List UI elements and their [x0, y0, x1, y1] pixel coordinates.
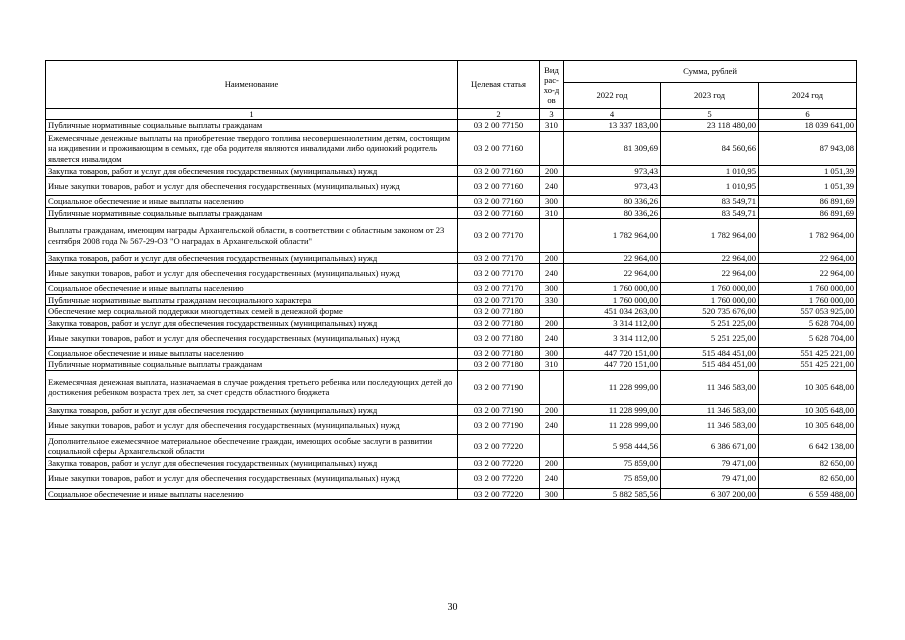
- row-sum-2024: 10 305 648,00: [759, 404, 857, 415]
- row-name: Выплаты гражданам, имеющим награды Архангельской области, в соответствии с областным законом от 23 сентября 2008 года № 567-29-ОЗ "О наградах в Архангельской области": [46, 219, 458, 253]
- row-sum-2022: 80 336,26: [564, 196, 661, 207]
- row-sum-2023: 1 010,95: [661, 177, 759, 196]
- header-year-2023: 2023 год: [661, 83, 759, 109]
- row-sum-2022: 5 882 585,56: [564, 488, 661, 499]
- row-sum-2023: 79 471,00: [661, 458, 759, 469]
- row-sum-2022: 11 228 999,00: [564, 404, 661, 415]
- row-sum-2023: 1 760 000,00: [661, 283, 759, 294]
- row-sum-2024: 87 943,08: [759, 131, 857, 165]
- row-sum-2022: 22 964,00: [564, 264, 661, 283]
- row-sum-2024: 10 305 648,00: [759, 416, 857, 435]
- row-sum-2023: 6 386 671,00: [661, 435, 759, 458]
- table-row: [46, 165, 857, 176]
- row-expense-type: 240: [540, 177, 564, 196]
- row-name: Закупка товаров, работ и услуг для обеспечения государственных (муниципальных) нужд: [46, 458, 458, 469]
- table-row: [46, 283, 857, 294]
- row-expense-type: 300: [540, 196, 564, 207]
- row-sum-2023: 5 251 225,00: [661, 317, 759, 328]
- row-sum-2024: 82 650,00: [759, 469, 857, 488]
- row-sum-2022: 3 314 112,00: [564, 317, 661, 328]
- row-sum-2022: 5 958 444,56: [564, 435, 661, 458]
- row-expense-type: 200: [540, 165, 564, 176]
- header-name: Наименование: [46, 61, 458, 109]
- row-name: Социальное обеспечение и иные выплаты населению: [46, 488, 458, 499]
- row-expense-type: [540, 370, 564, 404]
- table-row: [46, 404, 857, 415]
- table-row: [46, 416, 857, 435]
- row-name: Публичные нормативные социальные выплаты гражданам: [46, 120, 458, 131]
- row-target-code: 03 2 00 77160: [458, 207, 540, 218]
- row-sum-2022: 11 228 999,00: [564, 370, 661, 404]
- row-expense-type: 310: [540, 359, 564, 370]
- row-sum-2022: 75 859,00: [564, 469, 661, 488]
- table-row: [46, 219, 857, 253]
- row-name: Социальное обеспечение и иные выплаты населению: [46, 196, 458, 207]
- row-sum-2023: 22 964,00: [661, 253, 759, 264]
- row-sum-2023: 520 735 676,00: [661, 306, 759, 317]
- header-sum: Сумма, рублей: [564, 61, 857, 83]
- row-target-code: 03 2 00 77150: [458, 120, 540, 131]
- row-sum-2024: 18 039 641,00: [759, 120, 857, 131]
- table-row: [46, 294, 857, 305]
- row-name: Закупка товаров, работ и услуг для обеспечения государственных (муниципальных) нужд: [46, 165, 458, 176]
- row-expense-type: 300: [540, 283, 564, 294]
- row-sum-2024: 1 760 000,00: [759, 294, 857, 305]
- row-target-code: 03 2 00 77180: [458, 359, 540, 370]
- row-expense-type: 300: [540, 348, 564, 359]
- row-target-code: 03 2 00 77220: [458, 488, 540, 499]
- page-number: 30: [447, 602, 458, 613]
- row-name: Публичные нормативные социальные выплаты гражданам: [46, 207, 458, 218]
- table-row: [46, 435, 857, 458]
- row-sum-2024: 557 053 925,00: [759, 306, 857, 317]
- row-sum-2022: 973,43: [564, 177, 661, 196]
- row-sum-2024: 22 964,00: [759, 253, 857, 264]
- row-name: Обеспечение мер социальной поддержки многодетных семей в денежной форме: [46, 306, 458, 317]
- row-sum-2024: 551 425 221,00: [759, 359, 857, 370]
- row-target-code: 03 2 00 77190: [458, 416, 540, 435]
- row-expense-type: 240: [540, 469, 564, 488]
- row-sum-2024: 1 051,39: [759, 165, 857, 176]
- table-row: [46, 317, 857, 328]
- table-row: [46, 120, 857, 131]
- row-sum-2024: 86 891,69: [759, 207, 857, 218]
- table-body: [46, 61, 857, 500]
- row-name: Социальное обеспечение и иные выплаты населению: [46, 348, 458, 359]
- row-target-code: 03 2 00 77160: [458, 177, 540, 196]
- table-row: [46, 370, 857, 404]
- table-row: [46, 177, 857, 196]
- row-expense-type: 330: [540, 294, 564, 305]
- row-target-code: 03 2 00 77160: [458, 131, 540, 165]
- row-expense-type: 240: [540, 264, 564, 283]
- row-target-code: 03 2 00 77160: [458, 196, 540, 207]
- row-target-code: 03 2 00 77170: [458, 264, 540, 283]
- row-sum-2023: 515 484 451,00: [661, 348, 759, 359]
- row-target-code: 03 2 00 77180: [458, 317, 540, 328]
- table-row: [46, 264, 857, 283]
- row-sum-2023: 23 118 480,00: [661, 120, 759, 131]
- row-sum-2023: 5 251 225,00: [661, 329, 759, 348]
- row-target-code: 03 2 00 77180: [458, 348, 540, 359]
- row-sum-2024: 10 305 648,00: [759, 370, 857, 404]
- row-sum-2024: 86 891,69: [759, 196, 857, 207]
- row-target-code: 03 2 00 77220: [458, 458, 540, 469]
- row-sum-2024: 82 650,00: [759, 458, 857, 469]
- col-number: 6: [759, 109, 857, 120]
- row-sum-2023: 1 010,95: [661, 165, 759, 176]
- row-name: Иные закупки товаров, работ и услуг для обеспечения государственных (муниципальных) нужд: [46, 416, 458, 435]
- row-sum-2024: 1 782 964,00: [759, 219, 857, 253]
- row-sum-2023: 84 560,66: [661, 131, 759, 165]
- table-row: [46, 253, 857, 264]
- row-target-code: 03 2 00 77190: [458, 370, 540, 404]
- row-sum-2023: 1 782 964,00: [661, 219, 759, 253]
- row-name: Публичные нормативные выплаты гражданам несоциального характера: [46, 294, 458, 305]
- col-number: 4: [564, 109, 661, 120]
- row-name: Социальное обеспечение и иные выплаты населению: [46, 283, 458, 294]
- row-sum-2022: 451 034 263,00: [564, 306, 661, 317]
- row-target-code: 03 2 00 77170: [458, 219, 540, 253]
- row-expense-type: 240: [540, 329, 564, 348]
- row-target-code: 03 2 00 77180: [458, 329, 540, 348]
- row-name: Иные закупки товаров, работ и услуг для обеспечения государственных (муниципальных) нужд: [46, 469, 458, 488]
- row-sum-2022: 447 720 151,00: [564, 348, 661, 359]
- header-year-2022: 2022 год: [564, 83, 661, 109]
- row-expense-type: 310: [540, 207, 564, 218]
- row-target-code: 03 2 00 77170: [458, 283, 540, 294]
- row-sum-2022: 1 760 000,00: [564, 283, 661, 294]
- row-expense-type: 200: [540, 253, 564, 264]
- row-target-code: 03 2 00 77170: [458, 294, 540, 305]
- row-name: Иные закупки товаров, работ и услуг для обеспечения государственных (муниципальных) нужд: [46, 264, 458, 283]
- row-sum-2024: 6 559 488,00: [759, 488, 857, 499]
- table-row: [46, 131, 857, 165]
- row-expense-type: [540, 219, 564, 253]
- row-sum-2024: 6 642 138,00: [759, 435, 857, 458]
- row-sum-2024: 1 051,39: [759, 177, 857, 196]
- row-sum-2022: 1 760 000,00: [564, 294, 661, 305]
- header-year-2024: 2024 год: [759, 83, 857, 109]
- row-sum-2022: 447 720 151,00: [564, 359, 661, 370]
- row-sum-2022: 3 314 112,00: [564, 329, 661, 348]
- row-expense-type: 240: [540, 416, 564, 435]
- row-expense-type: [540, 131, 564, 165]
- row-sum-2022: 22 964,00: [564, 253, 661, 264]
- table-row: [46, 207, 857, 218]
- row-name: Иные закупки товаров, работ и услуг для обеспечения государственных (муниципальных) нужд: [46, 177, 458, 196]
- row-sum-2023: 79 471,00: [661, 469, 759, 488]
- row-target-code: 03 2 00 77220: [458, 435, 540, 458]
- row-target-code: 03 2 00 77170: [458, 253, 540, 264]
- row-expense-type: 200: [540, 404, 564, 415]
- row-target-code: 03 2 00 77190: [458, 404, 540, 415]
- row-target-code: 03 2 00 77180: [458, 306, 540, 317]
- row-sum-2023: 11 346 583,00: [661, 416, 759, 435]
- header-target: Целевая статья: [458, 61, 540, 109]
- table-row: [46, 348, 857, 359]
- col-number: 1: [46, 109, 458, 120]
- row-sum-2023: 22 964,00: [661, 264, 759, 283]
- row-sum-2023: 6 307 200,00: [661, 488, 759, 499]
- row-sum-2023: 1 760 000,00: [661, 294, 759, 305]
- col-number: 3: [540, 109, 564, 120]
- header-vid: Вид рас-хо-дов: [540, 61, 564, 109]
- table-row: [46, 196, 857, 207]
- row-sum-2024: 5 628 704,00: [759, 317, 857, 328]
- row-sum-2022: 1 782 964,00: [564, 219, 661, 253]
- table-row: [46, 329, 857, 348]
- row-name: Закупка товаров, работ и услуг для обеспечения государственных (муниципальных) нужд: [46, 253, 458, 264]
- table-row: [46, 469, 857, 488]
- row-name: Дополнительное ежемесячное материальное обеспечение граждан, имеющих особые заслуги в развитии социальной сферы Архангельской области: [46, 435, 458, 458]
- row-sum-2022: 75 859,00: [564, 458, 661, 469]
- table-row: [46, 458, 857, 469]
- col-number: 2: [458, 109, 540, 120]
- row-expense-type: 200: [540, 317, 564, 328]
- row-sum-2024: 1 760 000,00: [759, 283, 857, 294]
- row-sum-2023: 83 549,71: [661, 196, 759, 207]
- row-sum-2022: 11 228 999,00: [564, 416, 661, 435]
- row-name: Закупка товаров, работ и услуг для обеспечения государственных (муниципальных) нужд: [46, 404, 458, 415]
- row-name: Закупка товаров, работ и услуг для обеспечения государственных (муниципальных) нужд: [46, 317, 458, 328]
- row-sum-2022: 973,43: [564, 165, 661, 176]
- row-name: Иные закупки товаров, работ и услуг для обеспечения государственных (муниципальных) нужд: [46, 329, 458, 348]
- row-expense-type: [540, 435, 564, 458]
- row-sum-2023: 515 484 451,00: [661, 359, 759, 370]
- row-sum-2023: 11 346 583,00: [661, 404, 759, 415]
- table-row: [46, 359, 857, 370]
- row-target-code: 03 2 00 77160: [458, 165, 540, 176]
- row-sum-2023: 83 549,71: [661, 207, 759, 218]
- row-name: Публичные нормативные социальные выплаты гражданам: [46, 359, 458, 370]
- row-name: Ежемесячные денежные выплаты на приобретение твердого топлива несовершеннолетним детям, состоящим на иждивении и проживающим в семьях, где оба родителя являются инвалидами либо одинокий родитель является инвалидом: [46, 131, 458, 165]
- row-target-code: 03 2 00 77220: [458, 469, 540, 488]
- row-expense-type: 310: [540, 120, 564, 131]
- row-name: Ежемесячная денежная выплата, назначаемая в случае рождения третьего ребенка или последующих детей до достижения ребенком возраста трех лет, за счет средств областного бюджета: [46, 370, 458, 404]
- row-expense-type: 300: [540, 488, 564, 499]
- budget-table: [45, 60, 857, 500]
- row-sum-2022: 13 337 183,00: [564, 120, 661, 131]
- row-expense-type: 200: [540, 458, 564, 469]
- table-row: [46, 488, 857, 499]
- col-number: 5: [661, 109, 759, 120]
- row-sum-2024: 22 964,00: [759, 264, 857, 283]
- row-expense-type: [540, 306, 564, 317]
- row-sum-2022: 81 309,69: [564, 131, 661, 165]
- row-sum-2023: 11 346 583,00: [661, 370, 759, 404]
- row-sum-2024: 5 628 704,00: [759, 329, 857, 348]
- row-sum-2024: 551 425 221,00: [759, 348, 857, 359]
- table-row: [46, 306, 857, 317]
- row-sum-2022: 80 336,26: [564, 207, 661, 218]
